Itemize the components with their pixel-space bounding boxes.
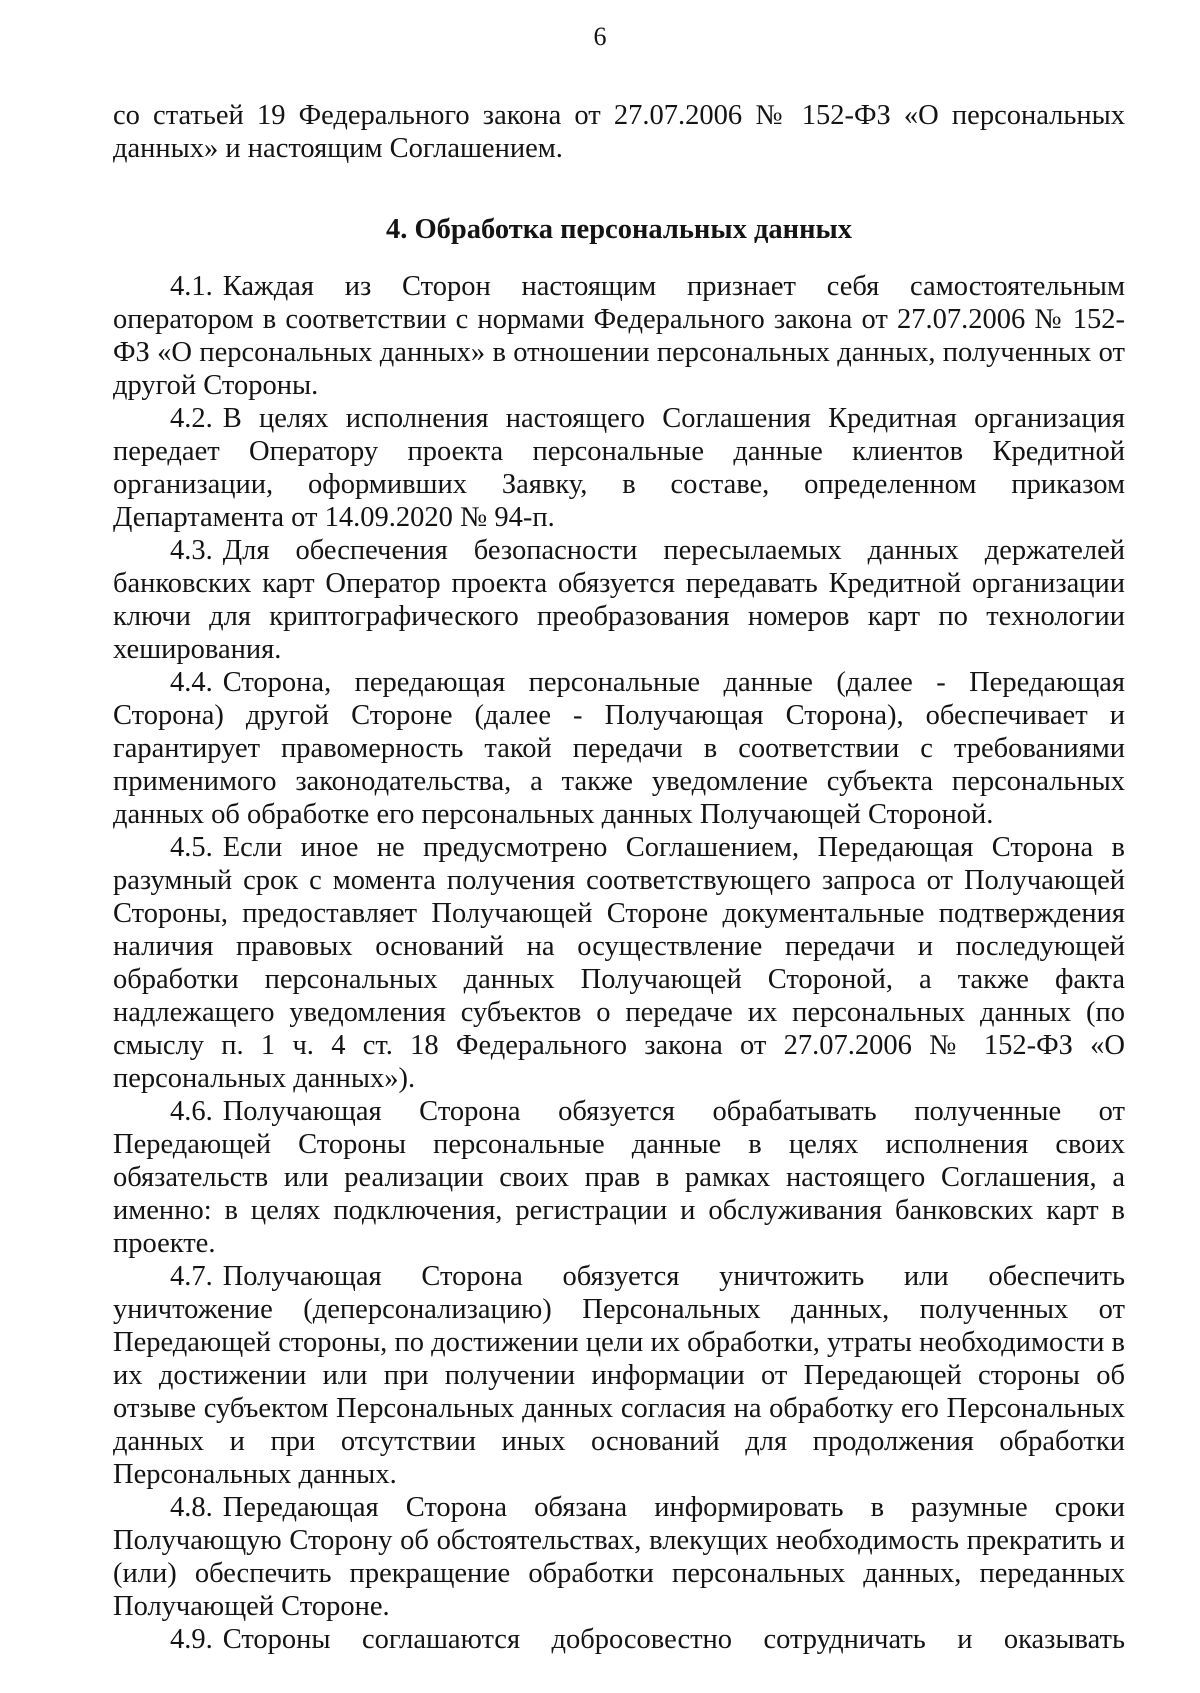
paragraph-text: Передающая Сторона обязана информировать в разумные сроки Получающую Сторону об обстоятельствах, влекущих необходимость прекратить и (или) обеспечить прекращение обработки персональных данных, переданных Получающей Стороне.: [113, 1492, 1125, 1622]
paragraph-text: Получающая Сторона обязуется уничтожить или обеспечить уничтожение (деперсонализацию) Персональных данных, полученных от Передающей стороны, по достижении цели их обработки, утраты необходимости в их достижении или при получении информации от Передающей стороны об отзыве субъектом Персональных данных согласия на обработку его Персональных данных и при отсутствии иных оснований для продолжения обработки Персональных данных.: [113, 1261, 1125, 1490]
document-body: [113, 99, 1125, 1656]
intro-paragraph: со статьей 19 Федерального закона от 27.07.2006 № 152-ФЗ «О персональных данных» и настоящим Соглашением.: [113, 100, 1125, 164]
paragraph-4-9: [113, 1623, 1125, 1656]
paragraph-number: 4.7.: [170, 1261, 213, 1292]
paragraph-number: 4.5.: [170, 832, 213, 863]
paragraph-number: 4.9.: [170, 1624, 213, 1655]
paragraph-text: Стороны соглашаются добросовестно сотрудничать и оказывать: [222, 1624, 1125, 1655]
paragraph-text: Сторона, передающая персональные данные (далее - Передающая Сторона) другой Стороне (далее - Получающая Сторона), обеспечивает и гарантирует правомерность такой передачи в соответствии с требованиями применимого законодательства, а также уведомление субъекта персональных данных об обработке его персональных данных Получающей Стороной.: [113, 667, 1125, 830]
paragraph-4-4: [113, 666, 1125, 831]
paragraph-4-8: [113, 1491, 1125, 1623]
paragraph-4-2: [113, 402, 1125, 534]
paragraph-4-7: [113, 1260, 1125, 1491]
paragraph-number: 4.3.: [170, 535, 213, 566]
paragraph-text: Каждая из Сторон настоящим признает себя самостоятельным оператором в соответствии с нормами Федерального закона от 27.07.2006 № 152-ФЗ «О персональных данных» в отношении персональных данных, полученных от другой Стороны.: [113, 271, 1125, 401]
paragraph-4-3: [113, 534, 1125, 666]
paragraph-number: 4.2.: [170, 403, 213, 434]
paragraph-4-6: [113, 1095, 1125, 1260]
section-heading: 4. Обработка персональных данных: [386, 214, 852, 245]
paragraph-4-5: [113, 831, 1125, 1095]
paragraph-4-1: [113, 270, 1125, 402]
paragraph-text: Если иное не предусмотрено Соглашением, Передающая Сторона в разумный срок с момента получения соответствующего запроса от Получающей Стороны, предоставляет Получающей Стороне документальные подтверждения наличия правовых оснований на осуществление передачи и последующей обработки персональных данных Получающей Стороной, а также факта надлежащего уведомления субъектов о передаче их персональных данных (по смыслу п. 1 ч. 4 ст. 18 Федерального закона от 27.07.2006 № 152-ФЗ «О персональных данных»).: [113, 832, 1125, 1094]
paragraph-number: 4.8.: [170, 1492, 213, 1523]
paragraph-text: В целях исполнения настоящего Соглашения Кредитная организация передает Оператору проекта персональные данные клиентов Кредитной организации, оформивших Заявку, в составе, определенном приказом Департамента от 14.09.2020 № 94-п.: [113, 403, 1125, 533]
paragraph-text: Для обеспечения безопасности пересылаемых данных держателей банковских карт Оператор проекта обязуется передавать Кредитной организации ключи для криптографического преобразования номеров карт по технологии хеширования.: [113, 535, 1125, 665]
paragraph-number: 4.1.: [170, 271, 213, 302]
paragraph-text: Получающая Сторона обязуется обрабатывать полученные от Передающей Стороны персональные данные в целях исполнения своих обязательств или реализации своих прав в рамках настоящего Соглашения, а именно: в целях подключения, регистрации и обслуживания банковских карт в проекте.: [113, 1096, 1125, 1259]
page-number: 6: [593, 22, 607, 51]
paragraph-number: 4.4.: [170, 667, 213, 698]
paragraph-number: 4.6.: [170, 1096, 213, 1127]
